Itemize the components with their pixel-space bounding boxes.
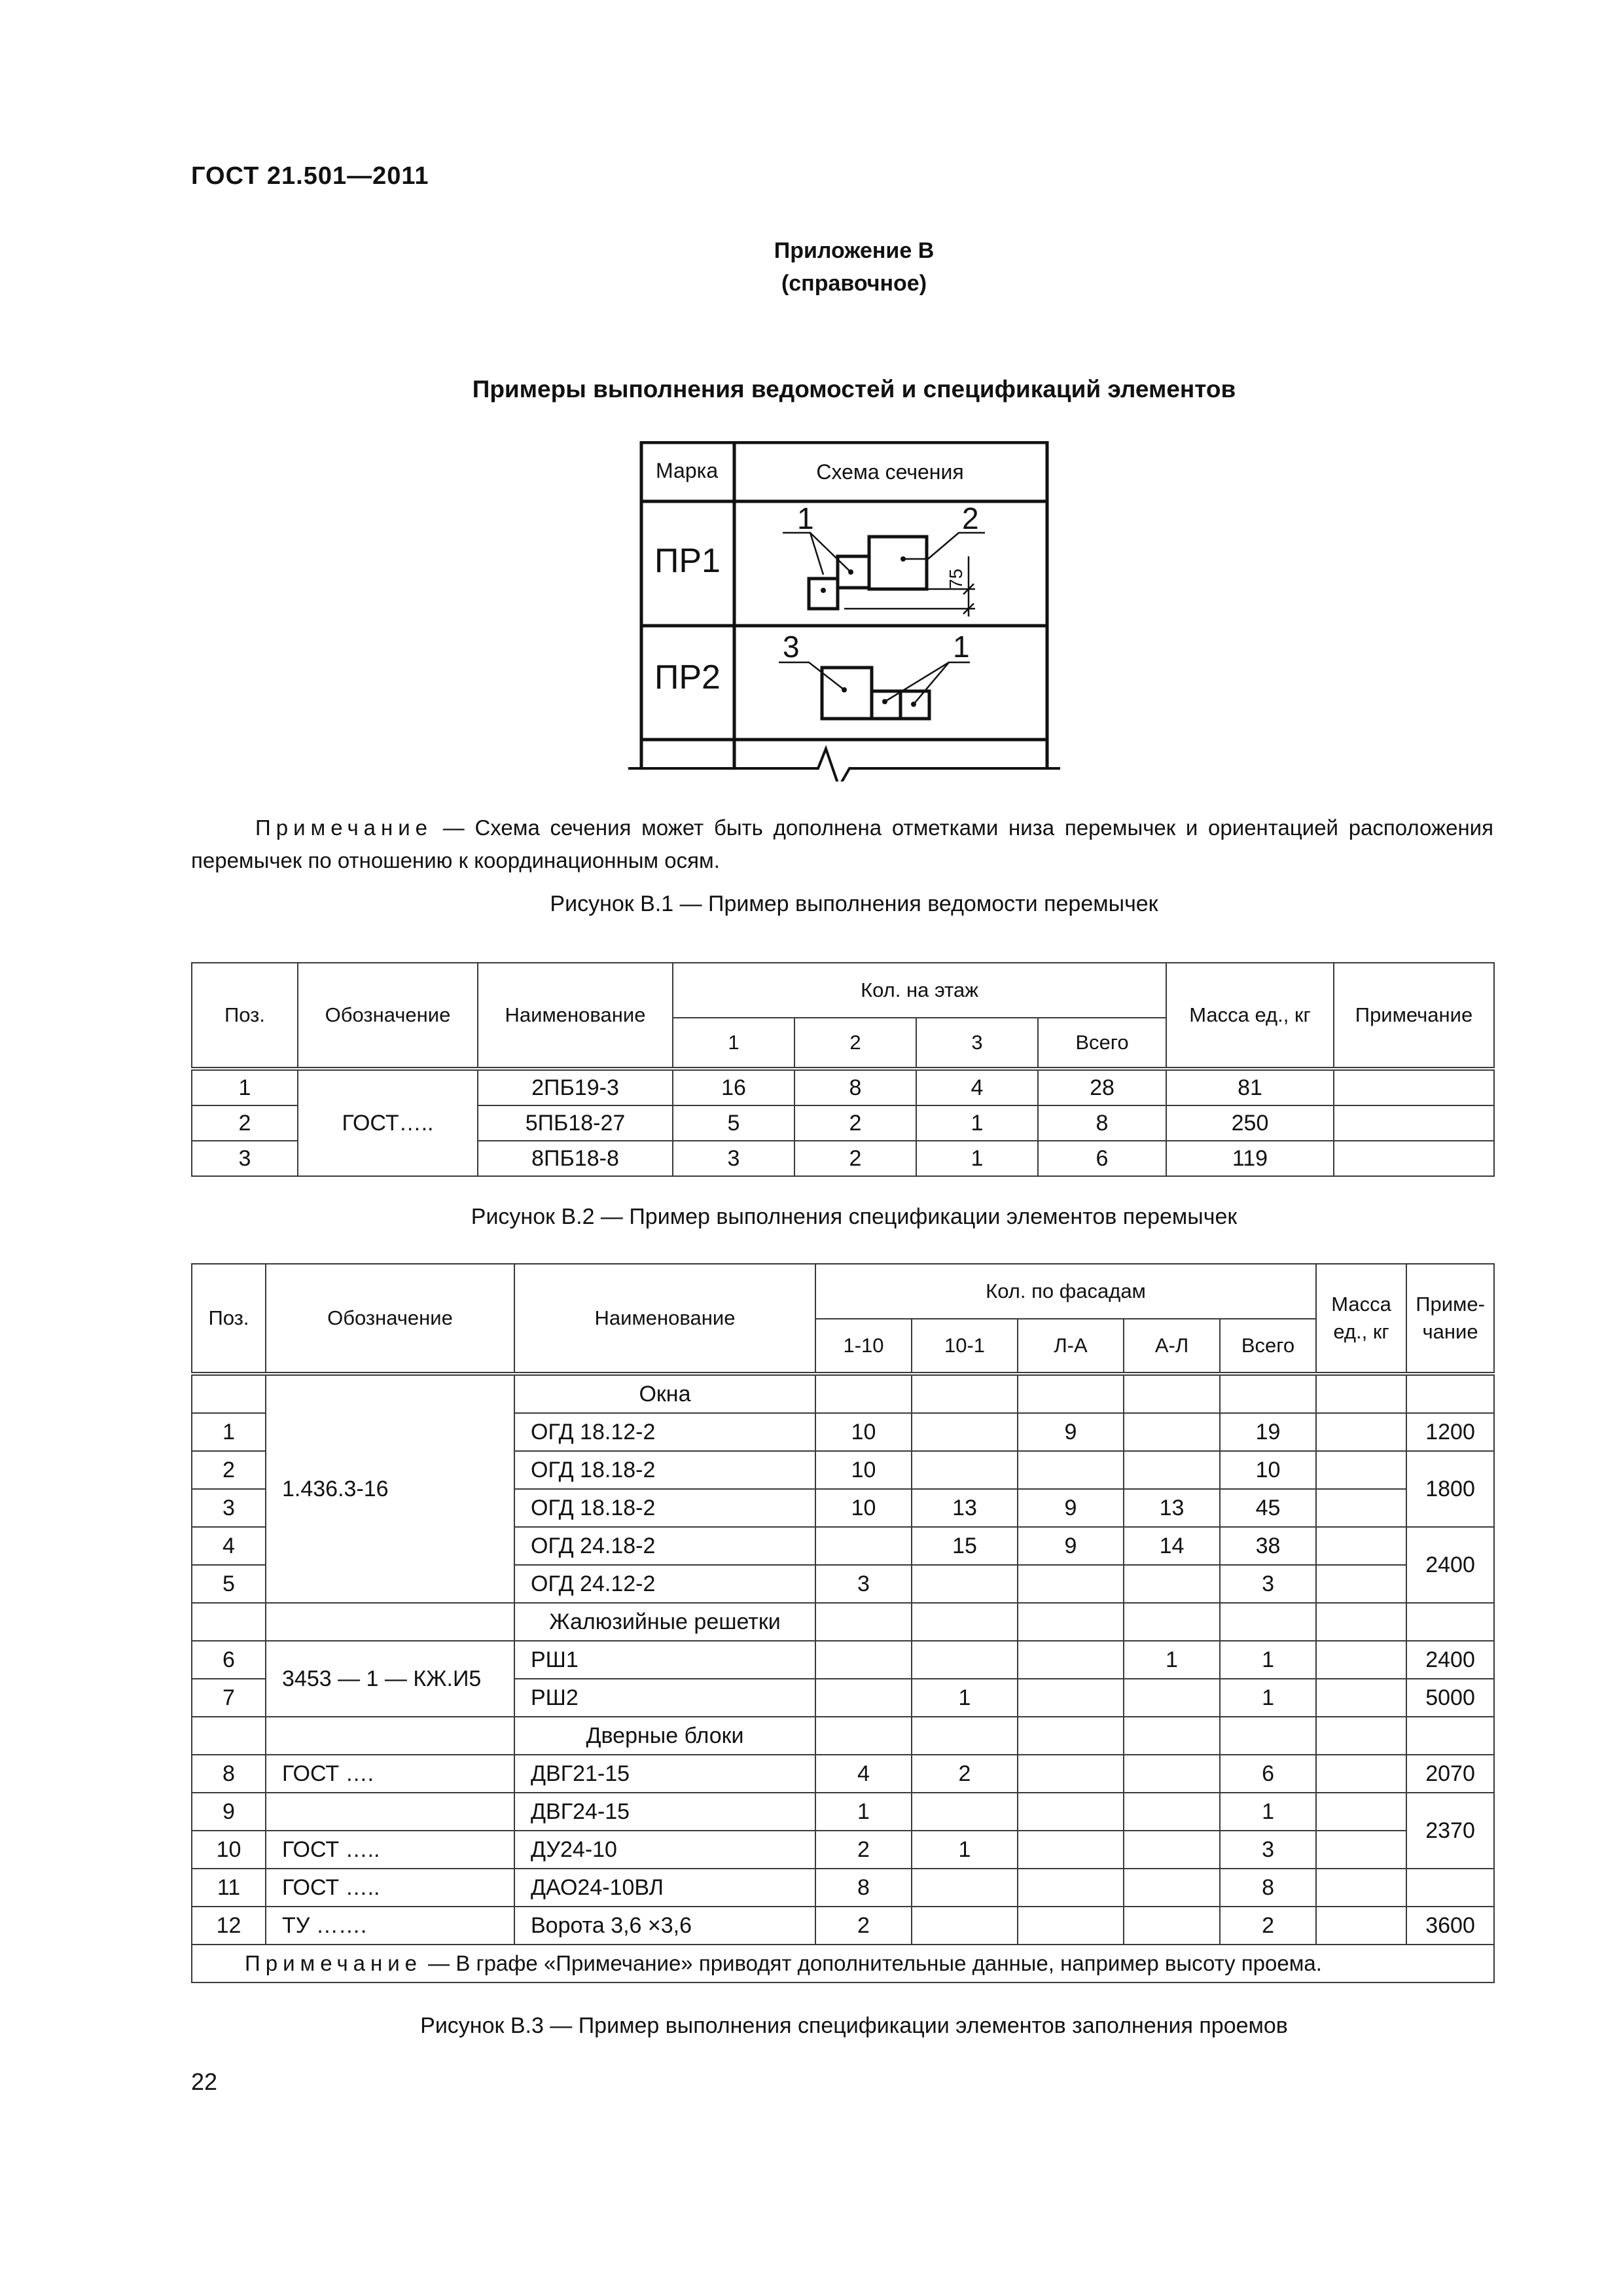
table-row [192, 1793, 1494, 1831]
figure-note [191, 812, 1493, 877]
header-facade-10-1: 10-1 [912, 1319, 1018, 1374]
cell-total: 1 [1220, 1679, 1316, 1717]
header-qty-total: Всего [1038, 1018, 1166, 1069]
cell-qty [1018, 1907, 1124, 1945]
cell-total: 3 [1220, 1831, 1316, 1869]
cell-qty: 8 [794, 1069, 916, 1105]
cell-total: 3 [1220, 1565, 1316, 1603]
cell-pos: 10 [192, 1831, 266, 1869]
cell-name: ОГД 24.18-2 [514, 1527, 815, 1565]
appendix-type: (справочное) [781, 271, 927, 296]
cell-pos: 1 [192, 1069, 298, 1105]
mark-pr2: ПР2 [654, 658, 721, 696]
cell-name: ДВГ24-15 [514, 1793, 815, 1831]
cell-mass [1316, 1869, 1406, 1907]
cell-total: 6 [1220, 1755, 1316, 1793]
cell-pos: 11 [192, 1869, 266, 1907]
cell-note [1334, 1105, 1494, 1141]
cell-total: 2 [1220, 1907, 1316, 1945]
cell-qty: 3 [673, 1141, 794, 1176]
cell-qty [1018, 1831, 1124, 1869]
cell-mass: 250 [1166, 1105, 1334, 1141]
cell-qty: 13 [1124, 1489, 1220, 1527]
page-number: 22 [191, 2068, 218, 2095]
cell-mass [1316, 1831, 1406, 1869]
cell-qty: 9 [1018, 1489, 1124, 1527]
figure-caption-2: Рисунок В.2 — Пример выполнения спецификации элементов перемычек [471, 1204, 1238, 1229]
cell-name: ОГД 18.12-2 [514, 1413, 815, 1451]
table-note-text: — В графе «Примечание» приводят дополнительные данные, например высоту проема. [422, 1951, 1322, 1975]
cell-qty [1124, 1869, 1220, 1907]
cell-qty: 4 [916, 1069, 1038, 1105]
cell-mass [1316, 1451, 1406, 1489]
cell-name: РШ2 [514, 1679, 815, 1717]
cell-pos: 9 [192, 1793, 266, 1831]
cell-qty [912, 1413, 1018, 1451]
cell-designation: ГОСТ….. [298, 1069, 478, 1176]
page-title: Примеры выполнения ведомостей и спецификаций элементов [472, 376, 1236, 403]
callout-1: 1 [797, 501, 814, 535]
cell-note [1334, 1141, 1494, 1176]
cell-qty: 10 [815, 1413, 912, 1451]
cell-note: 2400 [1406, 1527, 1494, 1603]
cell-qty [1124, 1413, 1220, 1451]
cell-qty [912, 1793, 1018, 1831]
cell-name: ДВГ21-15 [514, 1755, 815, 1793]
cell-pos: 4 [192, 1527, 266, 1565]
cell-qty [1124, 1907, 1220, 1945]
cell-note: 5000 [1406, 1679, 1494, 1717]
header-note: Примечание [1334, 963, 1494, 1069]
cell-qty [912, 1869, 1018, 1907]
cell-pos: 12 [192, 1907, 266, 1945]
header-facade-total: Всего [1220, 1319, 1316, 1374]
section-pr2 [779, 630, 970, 719]
cell-qty: 2 [815, 1831, 912, 1869]
cell-pos: 2 [192, 1105, 298, 1141]
cell-qty [815, 1679, 912, 1717]
appendix-heading [0, 234, 1623, 300]
cell-total: 1 [1220, 1641, 1316, 1679]
header-note: Приме-чание [1406, 1264, 1494, 1374]
col-mark-header: Марка [656, 459, 719, 482]
cell-pos: 7 [192, 1679, 266, 1717]
col-scheme-header: Схема сечения [816, 460, 964, 484]
cell-qty: 9 [1018, 1527, 1124, 1565]
cell-qty: 16 [673, 1069, 794, 1105]
cell-mass [1316, 1679, 1406, 1717]
cell-qty [815, 1527, 912, 1565]
cell-total: 45 [1220, 1489, 1316, 1527]
cell-total: 19 [1220, 1413, 1316, 1451]
cell-mass [1316, 1489, 1406, 1527]
header-name: Наименование [514, 1264, 815, 1374]
note-prefix: Примечание [255, 816, 433, 840]
dimension-75: 75 [946, 568, 966, 589]
cell-qty [1018, 1679, 1124, 1717]
cell-qty [1124, 1755, 1220, 1793]
figure-caption-3: Рисунок В.3 — Пример выполнения спецификации элементов заполнения проемов [420, 2013, 1288, 2038]
cell-pos: 3 [192, 1141, 298, 1176]
cell-pos: 5 [192, 1565, 266, 1603]
table-row [192, 1831, 1494, 1869]
cell-note: 1800 [1406, 1451, 1494, 1527]
group-title: Жалюзийные решетки [514, 1603, 815, 1641]
cell-name: ОГД 18.18-2 [514, 1451, 815, 1489]
cell-qty: 3 [815, 1565, 912, 1603]
cell-note: 3600 [1406, 1907, 1494, 1945]
cell-name: ДУ24-10 [514, 1831, 815, 1869]
cell-mass [1316, 1907, 1406, 1945]
cell-total: 8 [1220, 1869, 1316, 1907]
header-mass: Масса ед., кг [1166, 963, 1334, 1069]
group-row [192, 1603, 1494, 1641]
cell-qty: 1 [916, 1141, 1038, 1176]
header-pos: Поз. [192, 1264, 266, 1374]
cell-note: 2400 [1406, 1641, 1494, 1679]
cell-qty [1124, 1451, 1220, 1489]
document-header: ГОСТ 21.501—2011 [191, 162, 429, 190]
cell-designation: ТУ ……. [266, 1907, 514, 1945]
cell-mass: 119 [1166, 1141, 1334, 1176]
table-note-prefix: Примечание [245, 1951, 423, 1975]
cell-pos: 3 [192, 1489, 266, 1527]
cell-name: 2ПБ19-3 [478, 1069, 673, 1105]
cell-name: Ворота 3,6 ×3,6 [514, 1907, 815, 1945]
cell-qty [1124, 1679, 1220, 1717]
cell-qty [1124, 1793, 1220, 1831]
cell-mass [1316, 1413, 1406, 1451]
cell-total: 10 [1220, 1451, 1316, 1489]
cell-designation: 3453 — 1 — КЖ.И5 [266, 1641, 514, 1717]
cell-qty [815, 1641, 912, 1679]
cell-qty: 8 [815, 1869, 912, 1907]
cell-mass [1316, 1565, 1406, 1603]
cell-pos: 6 [192, 1641, 266, 1679]
cell-qty: 14 [1124, 1527, 1220, 1565]
callout-1b: 1 [953, 630, 970, 664]
cell-total: 6 [1038, 1141, 1166, 1176]
cell-note [1334, 1069, 1494, 1105]
header-qty-group: Кол. по фасадам [815, 1264, 1316, 1319]
cell-qty [1018, 1869, 1124, 1907]
table-row [192, 1755, 1494, 1793]
cell-note: 1200 [1406, 1413, 1494, 1451]
header-facade-a-l: А-Л [1124, 1319, 1220, 1374]
cell-qty: 5 [673, 1105, 794, 1141]
cell-designation: ГОСТ ….. [266, 1869, 514, 1907]
cell-qty: 9 [1018, 1413, 1124, 1451]
cell-pos: 2 [192, 1451, 266, 1489]
cell-total: 28 [1038, 1069, 1166, 1105]
cell-mass [1316, 1641, 1406, 1679]
cell-total: 38 [1220, 1527, 1316, 1565]
group-title: Окна [514, 1374, 815, 1413]
cell-qty: 10 [815, 1451, 912, 1489]
figure-caption-1: Рисунок В.1 — Пример выполнения ведомости перемычек [550, 891, 1158, 916]
header-qty-1: 1 [673, 1018, 794, 1069]
cell-qty [1018, 1755, 1124, 1793]
cell-qty: 1 [916, 1105, 1038, 1141]
cell-qty: 13 [912, 1489, 1018, 1527]
cell-qty: 10 [815, 1489, 912, 1527]
group-row [192, 1374, 1494, 1413]
cell-name: ОГД 24.12-2 [514, 1565, 815, 1603]
cell-qty: 2 [794, 1141, 916, 1176]
cell-mass [1316, 1793, 1406, 1831]
cell-qty: 1 [815, 1793, 912, 1831]
header-qty-2: 2 [794, 1018, 916, 1069]
mark-pr1: ПР1 [654, 542, 721, 580]
cell-name: ДАО24-10ВЛ [514, 1869, 815, 1907]
cell-pos: 8 [192, 1755, 266, 1793]
header-facade-l-a: Л-А [1018, 1319, 1124, 1374]
openings-spec-table [191, 1263, 1495, 1983]
cell-note: 2370 [1406, 1793, 1494, 1869]
cell-name: ОГД 18.18-2 [514, 1489, 815, 1527]
table-note-row [192, 1945, 1494, 1982]
cell-qty [912, 1565, 1018, 1603]
appendix-label: Приложение В [774, 238, 935, 263]
group-row [192, 1717, 1494, 1755]
cell-designation: 1.436.3-16 [266, 1374, 514, 1603]
cell-qty [1124, 1565, 1220, 1603]
cell-qty [912, 1451, 1018, 1489]
header-mass: Масса ед., кг [1316, 1264, 1406, 1374]
cell-mass [1316, 1755, 1406, 1793]
callout-3: 3 [783, 630, 800, 664]
header-qty-group: Кол. на этаж [673, 963, 1166, 1018]
cell-qty [912, 1641, 1018, 1679]
header-facade-1-10: 1-10 [815, 1319, 912, 1374]
table-row [192, 1641, 1494, 1679]
cell-qty: 1 [912, 1831, 1018, 1869]
table-row [192, 1069, 1494, 1105]
table-row [192, 1907, 1494, 1945]
lintel-spec-table [191, 962, 1495, 1177]
cell-note [1406, 1869, 1494, 1907]
cell-qty [1018, 1565, 1124, 1603]
cell-name: 8ПБ18-8 [478, 1141, 673, 1176]
header-designation: Обозначение [298, 963, 478, 1069]
cell-qty [1018, 1793, 1124, 1831]
cell-designation: ГОСТ …. [266, 1755, 514, 1793]
cell-mass [1316, 1527, 1406, 1565]
cell-qty: 1 [1124, 1641, 1220, 1679]
cell-designation: ГОСТ ….. [266, 1831, 514, 1869]
cell-qty: 15 [912, 1527, 1018, 1565]
table-row [192, 1869, 1494, 1907]
cell-qty: 4 [815, 1755, 912, 1793]
cell-qty: 2 [912, 1755, 1018, 1793]
table-note [192, 1945, 1494, 1982]
cell-note: 2070 [1406, 1755, 1494, 1793]
cell-qty [912, 1907, 1018, 1945]
cell-name: 5ПБ18-27 [478, 1105, 673, 1141]
header-pos: Поз. [192, 963, 298, 1069]
cell-mass: 81 [1166, 1069, 1334, 1105]
cell-qty: 2 [794, 1105, 916, 1141]
group-title: Дверные блоки [514, 1717, 815, 1755]
note-text: — Схема сечения может быть дополнена отметками низа перемычек и ориентацией расположения перемычек по отношению к координационным осям. [191, 816, 1493, 872]
cell-qty [1018, 1641, 1124, 1679]
cell-total: 8 [1038, 1105, 1166, 1141]
header-name: Наименование [478, 963, 673, 1069]
cell-total: 1 [1220, 1793, 1316, 1831]
cell-name: РШ1 [514, 1641, 815, 1679]
cell-designation [266, 1793, 514, 1831]
lintel-schedule-figure [628, 441, 1067, 781]
cell-pos: 1 [192, 1413, 266, 1451]
cell-qty [1124, 1831, 1220, 1869]
cell-qty: 1 [912, 1679, 1018, 1717]
section-pr1 [783, 501, 985, 617]
cell-qty: 2 [815, 1907, 912, 1945]
header-qty-3: 3 [916, 1018, 1038, 1069]
callout-2: 2 [962, 501, 979, 535]
cell-qty [1018, 1451, 1124, 1489]
header-designation: Обозначение [266, 1264, 514, 1374]
figure-grid [628, 441, 1060, 781]
